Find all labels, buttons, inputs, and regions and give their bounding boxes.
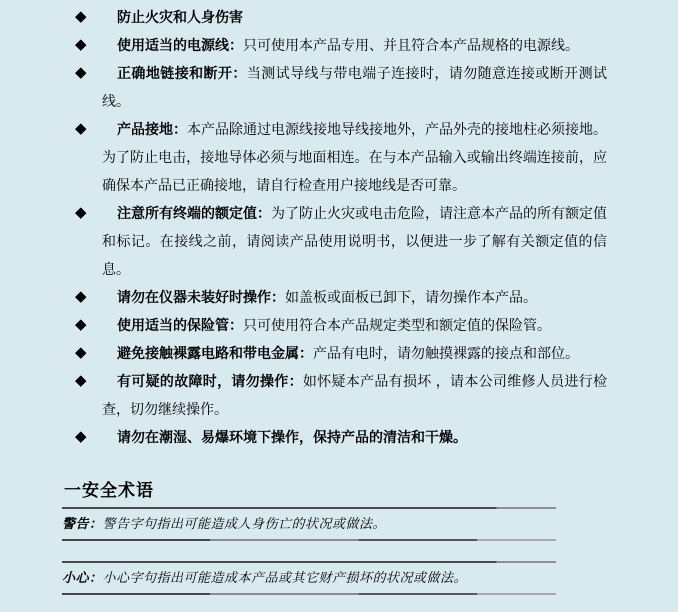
item-body-text: 当测试导线与带电端子连接时，请勿随意连接或断开测试线。 <box>102 65 608 109</box>
diamond-bullet-icon: ◆ <box>75 64 87 81</box>
warning-term-line <box>62 516 556 532</box>
item-lead-text: 使用适当的保险管： <box>117 317 243 333</box>
safety-precautions-list <box>62 3 607 451</box>
caution-text: 小心字句指出可能造成本产品或其它财产损坏的状况或做法。 <box>102 570 468 585</box>
caution-term-box <box>62 561 556 595</box>
divider <box>62 539 556 541</box>
diamond-bullet-icon: ◆ <box>75 120 87 137</box>
safety-list-item <box>62 31 607 59</box>
item-body-text: 为了防止火灾或电击危险，请注意本产品的所有额定值和标记。在接线之前，请阅读产品使用说明书，以便进一步了解有关额定值的信息。 <box>102 205 607 277</box>
diamond-bullet-icon: ◆ <box>75 36 87 53</box>
safety-terms-heading: 一安全术语 <box>64 481 154 500</box>
item-body-text: 只可使用符合本产品规定类型和额定值的保险管。 <box>243 317 551 333</box>
diamond-bullet-icon: ◆ <box>75 204 87 221</box>
safety-list-item <box>62 283 607 311</box>
caution-term-line <box>62 570 556 586</box>
safety-list-item <box>62 3 607 31</box>
safety-list-item <box>62 423 607 451</box>
diamond-bullet-icon: ◆ <box>75 372 87 389</box>
item-body-text: 产品有电时，请勿触摸裸露的接点和部位。 <box>313 345 579 361</box>
warning-text: 警告字句指出可能造成人身伤亡的状况或做法。 <box>102 516 387 531</box>
diamond-bullet-icon: ◆ <box>75 344 87 361</box>
safety-list-item <box>62 367 607 423</box>
item-body-text: 如怀疑本产品有损坏 ，请本公司维修人员进行检查，切勿继续操作。 <box>102 373 608 417</box>
safety-list-item <box>62 59 607 115</box>
diamond-bullet-icon: ◆ <box>75 316 87 333</box>
item-lead-text: 请勿在仪器未装好时操作： <box>117 289 285 305</box>
warning-term-box <box>62 507 556 541</box>
divider <box>62 593 556 595</box>
warning-label: 警告： <box>62 516 103 531</box>
item-body-text: 如盖板或面板已卸下，请勿操作本产品。 <box>285 289 537 305</box>
diamond-bullet-icon: ◆ <box>75 8 87 25</box>
item-lead-text: 产品接地： <box>117 121 187 137</box>
item-lead-text: 注意所有终端的额定值： <box>117 205 271 221</box>
item-lead-text: 防止火灾和人身伤害 <box>117 9 243 25</box>
item-lead-text: 正确地链接和断开： <box>117 65 247 81</box>
diamond-bullet-icon: ◆ <box>75 428 87 445</box>
divider <box>62 561 556 563</box>
safety-list-item <box>62 115 607 199</box>
item-lead-text: 有可疑的故障时，请勿操作： <box>117 373 303 389</box>
item-lead-text: 使用适当的电源线： <box>117 37 243 53</box>
item-lead-text: 避免接触裸露电路和带电金属： <box>117 345 313 361</box>
item-body-text: 本产品除通过电源线接地导线接地外，产品外壳的接地柱必须接地。为了防止电击，接地导体必须与地面相连。在与本产品输入或输出终端连接前，应确保本产品已正确接地，请自行检查用户接地线是否可靠。 <box>102 121 607 193</box>
item-body-text: 只可使用本产品专用、并且符合本产品规格的电源线。 <box>243 37 579 53</box>
divider <box>62 507 556 509</box>
safety-list-item <box>62 339 607 367</box>
diamond-bullet-icon: ◆ <box>75 288 87 305</box>
safety-list-item <box>62 311 607 339</box>
caution-label: 小心： <box>62 570 103 585</box>
item-lead-text: 请勿在潮湿、易爆环境下操作，保持产品的清洁和干燥。 <box>117 429 467 445</box>
safety-list-item <box>62 199 607 283</box>
